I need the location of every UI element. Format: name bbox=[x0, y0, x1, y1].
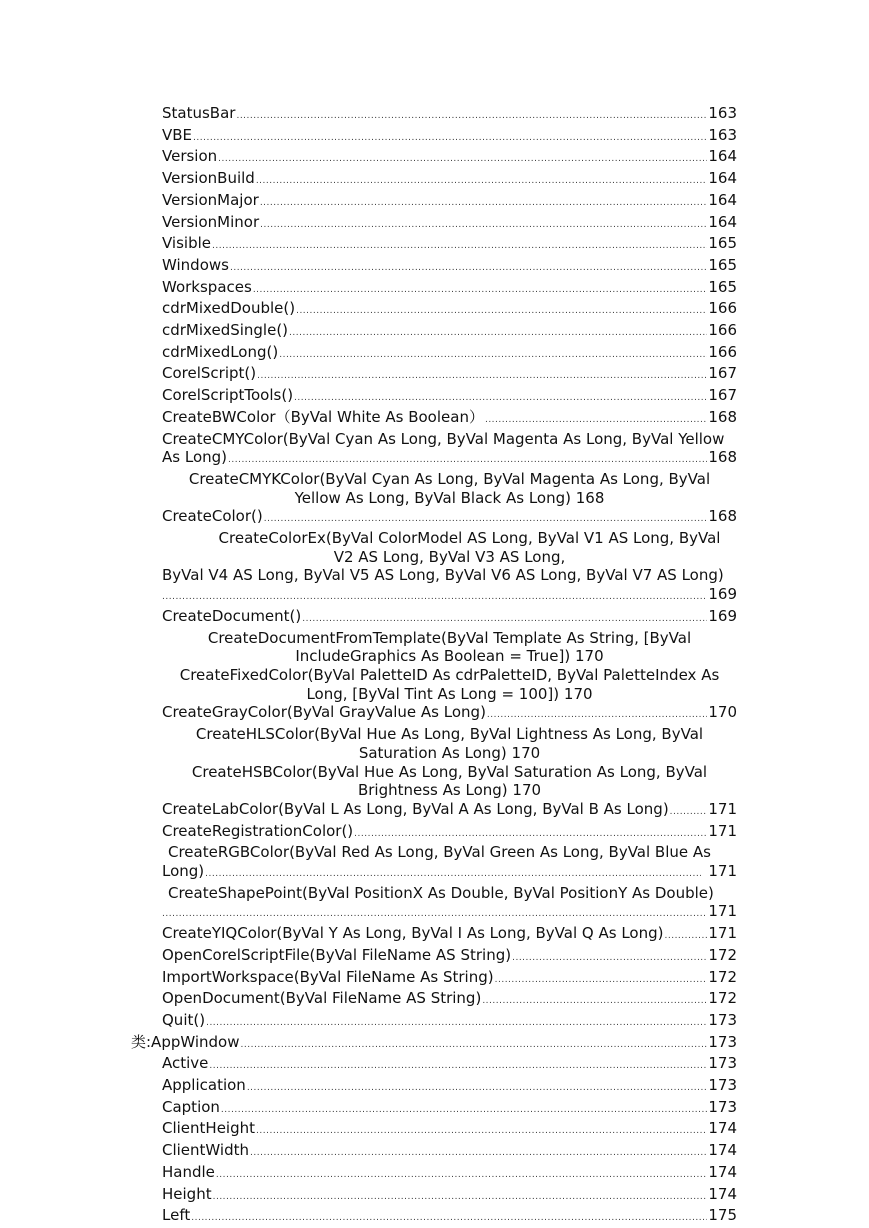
toc-page: 164 bbox=[708, 169, 737, 188]
toc-page: 168 bbox=[708, 407, 737, 426]
toc-entry[interactable] bbox=[0, 666, 737, 703]
toc-leader bbox=[664, 927, 707, 946]
toc-entry[interactable] bbox=[0, 364, 737, 386]
toc-page: 174 bbox=[708, 1141, 737, 1160]
toc-leader bbox=[296, 302, 707, 321]
toc-entry[interactable] bbox=[0, 725, 737, 762]
toc-page: 166 bbox=[708, 299, 737, 318]
toc-title-line: CreateDocumentFromTemplate(ByVal Template As String, [ByVal bbox=[207, 628, 692, 647]
toc-page: 167 bbox=[708, 364, 737, 383]
toc-page: 173 bbox=[708, 1054, 737, 1073]
toc-leader bbox=[294, 389, 707, 408]
toc-title-line: ByVal V4 AS Long, ByVal V5 AS Long, ByVal V6 AS Long, ByVal V7 AS Long) bbox=[162, 566, 724, 585]
toc-page: 171 bbox=[708, 799, 737, 818]
toc-page: 171 bbox=[708, 862, 737, 881]
toc-entry[interactable] bbox=[0, 843, 737, 883]
toc-entry[interactable] bbox=[0, 299, 737, 321]
toc-page: 171 bbox=[708, 924, 737, 943]
toc-leader bbox=[485, 411, 707, 430]
toc-entry[interactable] bbox=[0, 703, 737, 725]
toc-entry[interactable] bbox=[0, 507, 737, 529]
toc-page: 172 bbox=[708, 989, 737, 1008]
toc-title-line: CreateHLSColor(ByVal Hue As Long, ByVal Lightness As Long, ByVal bbox=[195, 725, 704, 744]
toc-title: VBE bbox=[162, 125, 193, 144]
toc-title: CreateLabColor(ByVal L As Long, ByVal A As Long, ByVal B As Long) bbox=[162, 799, 669, 818]
toc-entry[interactable] bbox=[0, 430, 737, 470]
toc-title: Height bbox=[162, 1184, 212, 1203]
toc-page: 166 bbox=[708, 321, 737, 340]
toc-title: Visible bbox=[162, 234, 211, 253]
toc-leader bbox=[253, 281, 708, 300]
toc-entry[interactable] bbox=[0, 1119, 737, 1141]
toc-title: cdrMixedSingle() bbox=[162, 321, 289, 340]
toc-leader bbox=[289, 324, 707, 343]
toc-title: CorelScript() bbox=[162, 364, 257, 383]
toc-leader bbox=[212, 237, 707, 256]
toc-entry[interactable] bbox=[0, 386, 737, 408]
toc-page: 174 bbox=[708, 1162, 737, 1181]
toc-entry[interactable] bbox=[0, 884, 737, 924]
toc-entry[interactable] bbox=[0, 408, 737, 430]
toc-entry[interactable] bbox=[0, 1163, 737, 1185]
toc-page: 173 bbox=[708, 1097, 737, 1116]
toc-entry[interactable] bbox=[0, 213, 737, 235]
toc-entry[interactable] bbox=[0, 278, 737, 300]
toc-title: ImportWorkspace(ByVal FileName As String) bbox=[162, 967, 494, 986]
toc-leader bbox=[162, 905, 707, 924]
toc-entry[interactable] bbox=[0, 1206, 737, 1228]
toc-leader bbox=[191, 1209, 707, 1228]
toc-title: Quit() bbox=[162, 1010, 206, 1029]
toc-title-line: As Long) bbox=[162, 448, 227, 467]
toc-page: 170 bbox=[708, 703, 737, 722]
toc-leader bbox=[256, 172, 708, 191]
toc-entry[interactable] bbox=[0, 629, 737, 666]
toc-page: 164 bbox=[708, 212, 737, 231]
toc-title: CreateRegistrationColor() bbox=[162, 821, 354, 840]
toc-title-line: Long, [ByVal Tint As Long = 100]) 170 bbox=[306, 684, 593, 703]
toc-page: 175 bbox=[708, 1206, 737, 1225]
toc-entry[interactable] bbox=[0, 343, 737, 365]
toc-page: 168 bbox=[708, 507, 737, 526]
toc-entry[interactable] bbox=[0, 104, 737, 126]
toc-title: CreateGrayColor(ByVal GrayValue As Long) bbox=[162, 703, 486, 722]
toc-entry[interactable] bbox=[0, 989, 737, 1011]
toc-page: 163 bbox=[708, 125, 737, 144]
toc-leader bbox=[354, 825, 707, 844]
toc-leader bbox=[257, 367, 707, 386]
toc-leader bbox=[221, 1101, 707, 1120]
toc-leader bbox=[230, 259, 707, 278]
toc-title-line: Long) bbox=[162, 862, 205, 881]
toc-entry[interactable] bbox=[0, 234, 737, 256]
toc-leader bbox=[216, 1166, 707, 1185]
toc-page: 164 bbox=[708, 147, 737, 166]
toc-entry[interactable] bbox=[0, 1098, 737, 1120]
toc-leader bbox=[213, 1188, 708, 1207]
toc-title: CorelScriptTools() bbox=[162, 386, 294, 405]
toc-page: 172 bbox=[708, 967, 737, 986]
toc-title-line: CreateRGBColor(ByVal Red As Long, ByVal Green As Long, ByVal Blue As bbox=[168, 843, 711, 862]
toc-entry[interactable] bbox=[0, 1141, 737, 1163]
toc-leader bbox=[218, 150, 707, 169]
toc-page: 165 bbox=[708, 255, 737, 274]
toc-title: OpenDocument(ByVal FileName AS String) bbox=[162, 989, 482, 1008]
toc-leader bbox=[260, 216, 707, 235]
toc-page: 169 bbox=[708, 585, 737, 604]
toc-page: 173 bbox=[708, 1010, 737, 1029]
toc-leader bbox=[205, 865, 701, 884]
toc-title: cdrMixedDouble() bbox=[162, 299, 296, 318]
toc-page: 164 bbox=[708, 190, 737, 209]
toc-entry[interactable] bbox=[0, 256, 737, 278]
toc-title: VersionMinor bbox=[162, 212, 260, 231]
toc-page: 171 bbox=[708, 821, 737, 840]
toc-page: 171 bbox=[708, 902, 737, 921]
toc-entry[interactable] bbox=[0, 1011, 737, 1033]
toc-page: 174 bbox=[708, 1119, 737, 1138]
toc-title: 类:AppWindow bbox=[131, 1032, 240, 1051]
toc-title-line: V2 AS Long, ByVal V3 AS Long, bbox=[333, 547, 566, 566]
toc-entry[interactable] bbox=[0, 169, 737, 191]
toc-title-line: Yellow As Long, ByVal Black As Long) 168 bbox=[294, 488, 605, 507]
toc-entry[interactable] bbox=[0, 822, 737, 844]
toc-title: OpenCorelScriptFile(ByVal FileName AS String) bbox=[162, 945, 512, 964]
toc-leader bbox=[206, 1014, 707, 1033]
toc-leader bbox=[260, 194, 708, 213]
toc-title-line: Brightness As Long) 170 bbox=[357, 781, 542, 800]
toc-title: ClientWidth bbox=[162, 1141, 250, 1160]
toc-leader bbox=[670, 803, 708, 822]
toc-entry[interactable] bbox=[0, 147, 737, 169]
toc-page: 169 bbox=[708, 606, 737, 625]
toc-page: 172 bbox=[708, 945, 737, 964]
toc-entry[interactable] bbox=[0, 191, 737, 213]
toc-title-line: CreateHSBColor(ByVal Hue As Long, ByVal Saturation As Long, ByVal bbox=[191, 762, 708, 781]
toc-entry[interactable] bbox=[0, 470, 737, 507]
toc-leader bbox=[162, 588, 707, 607]
toc-leader bbox=[250, 1144, 707, 1163]
toc-title-line: Saturation As Long) 170 bbox=[358, 743, 541, 762]
toc-leader bbox=[302, 610, 707, 629]
toc-entry[interactable] bbox=[0, 1076, 737, 1098]
toc-title: ClientHeight bbox=[162, 1119, 256, 1138]
toc-page: 166 bbox=[708, 342, 737, 361]
toc-entry[interactable] bbox=[0, 529, 737, 607]
toc-title: Caption bbox=[162, 1097, 220, 1116]
toc-title-line: CreateCMYKColor(ByVal Cyan As Long, ByVal Magenta As Long, ByVal bbox=[188, 469, 711, 488]
toc-page: 168 bbox=[708, 448, 737, 467]
toc-title: VersionBuild bbox=[162, 169, 255, 188]
toc-entry[interactable] bbox=[0, 968, 737, 990]
toc-entry[interactable] bbox=[0, 607, 737, 629]
toc-title-line: CreateCMYColor(ByVal Cyan As Long, ByVal Magenta As Long, ByVal Yellow bbox=[162, 429, 725, 448]
toc-entry[interactable] bbox=[0, 126, 737, 148]
toc-title: Active bbox=[162, 1054, 209, 1073]
toc-title: StatusBar bbox=[162, 104, 236, 122]
toc-leader bbox=[279, 346, 707, 365]
toc-leader bbox=[247, 1079, 708, 1098]
toc-title: Workspaces bbox=[162, 277, 252, 296]
toc-leader bbox=[495, 971, 708, 990]
toc-leader bbox=[241, 1036, 708, 1055]
toc-leader bbox=[193, 129, 707, 148]
toc-title: CreateDocument() bbox=[162, 606, 302, 625]
toc-title: CreateBWColor（ByVal White As Boolean） bbox=[162, 407, 484, 426]
toc-entry[interactable] bbox=[0, 946, 737, 968]
toc-title: cdrMixedLong() bbox=[162, 342, 279, 361]
toc-leader bbox=[256, 1122, 707, 1141]
toc-entry[interactable] bbox=[0, 763, 737, 800]
toc-title: Windows bbox=[162, 255, 229, 274]
toc-page: 174 bbox=[708, 1184, 737, 1203]
toc-title: Version bbox=[162, 147, 218, 166]
toc-page: 167 bbox=[708, 386, 737, 405]
toc-title: Application bbox=[162, 1076, 246, 1095]
toc-title-line: IncludeGraphics As Boolean = True]) 170 bbox=[295, 647, 604, 666]
toc-leader bbox=[228, 451, 707, 470]
toc-page: 173 bbox=[708, 1076, 737, 1095]
toc-title: CreateYIQColor(ByVal Y As Long, ByVal I As Long, ByVal Q As Long) bbox=[162, 924, 664, 943]
toc-section-entry[interactable] bbox=[0, 1033, 737, 1055]
toc-leader bbox=[482, 992, 707, 1011]
toc-title: Handle bbox=[162, 1162, 215, 1181]
toc-title: VersionMajor bbox=[162, 190, 259, 209]
toc-entry[interactable] bbox=[0, 800, 737, 822]
toc-title-line: CreateShapePoint(ByVal PositionX As Double, ByVal PositionY As Double) bbox=[168, 883, 714, 902]
toc-entry[interactable] bbox=[0, 321, 737, 343]
toc-page: 163 bbox=[708, 104, 737, 122]
toc-title: CreateColor() bbox=[162, 507, 263, 526]
toc-entry[interactable] bbox=[0, 1054, 737, 1076]
toc-page: 165 bbox=[708, 277, 737, 296]
toc-leader bbox=[236, 107, 707, 126]
toc-entry[interactable] bbox=[0, 1185, 737, 1207]
toc-page: 173 bbox=[708, 1032, 737, 1051]
toc-page: 165 bbox=[708, 234, 737, 253]
toc-leader bbox=[264, 510, 708, 529]
toc-leader bbox=[512, 949, 707, 968]
toc-title-line: CreateColorEx(ByVal ColorModel AS Long, ByVal V1 AS Long, ByVal bbox=[218, 529, 721, 548]
table-of-contents bbox=[0, 104, 869, 1228]
toc-title: Left bbox=[162, 1206, 191, 1225]
toc-entry[interactable] bbox=[0, 924, 737, 946]
toc-leader bbox=[487, 706, 707, 725]
toc-title-line: CreateFixedColor(ByVal PaletteID As cdrPaletteID, ByVal PaletteIndex As bbox=[179, 665, 720, 684]
toc-leader bbox=[209, 1057, 707, 1076]
